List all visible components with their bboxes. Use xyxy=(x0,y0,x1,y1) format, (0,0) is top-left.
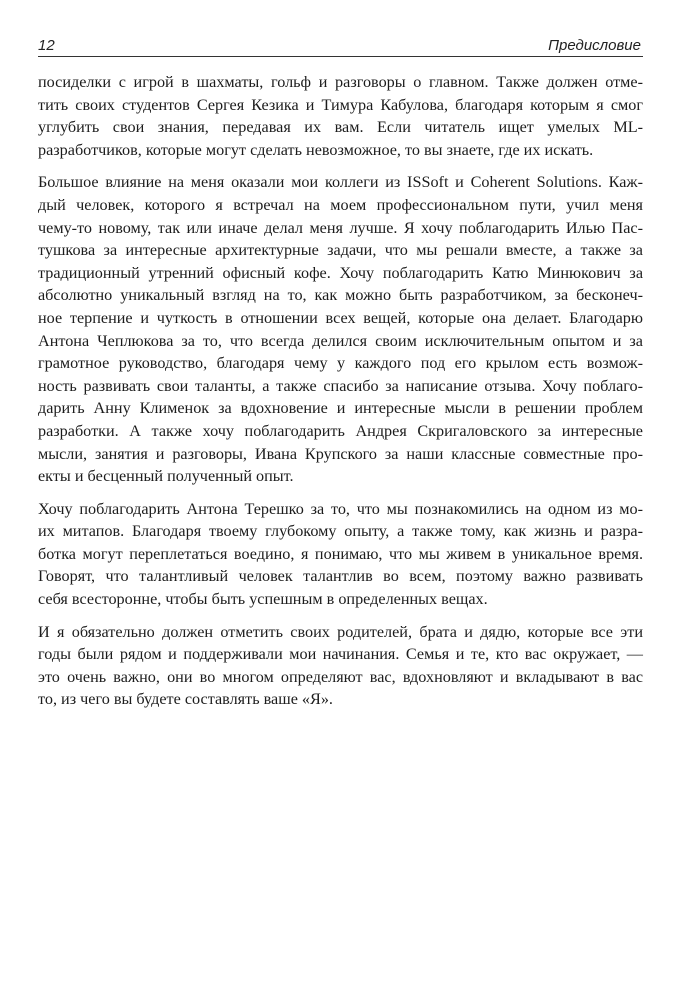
text-line: дарить Анну Клименок за вдохновение и интересные мысли в решении проблем xyxy=(38,399,643,418)
text-line: себя всесторонне, чтобы быть успешным в определенных вещах. xyxy=(38,590,488,609)
text-line: екты и бесценный полученный опыт. xyxy=(38,467,294,486)
text-line: тушкова за интересные архитектурные задачи, что мы решали вместе, а также за xyxy=(38,241,643,260)
text-line: Большое влияние на меня оказали мои коллеги из ISSoft и Coherent Solutions. Каж- xyxy=(38,173,643,192)
text-line: Хочу поблагодарить Антона Терешко за то, что мы познакомились на одном из мо- xyxy=(38,499,643,518)
text-line: разработчиков, которые могут сделать невозможное, то вы знаете, где их искать. xyxy=(38,140,594,159)
page-number: 12 xyxy=(38,37,55,54)
text-line: то, из чего вы будете составлять ваше «Я». xyxy=(38,690,333,709)
text-line: углубить свои знания, передавая их вам. Если читатель ищет умелых ML- xyxy=(38,118,643,137)
text-line: это очень важно, они во многом определяют вас, вдохновляют и вкладывают в вас xyxy=(38,667,643,686)
text-line: посиделки с игрой в шахматы, гольф и разговоры о главном. Также должен отме- xyxy=(38,73,643,91)
text-line: чему-то новому, так или иначе делал меня лучше. Я хочу поблагодарить Илью Пас- xyxy=(38,218,643,237)
body-text xyxy=(38,71,643,711)
text-line: годы были рядом и поддерживали мои начинания. Семья и те, кто вас окружает, — xyxy=(38,645,643,664)
text-line: грамотное руководство, благодаря чему у каждого под его крылом есть возмож- xyxy=(38,354,643,373)
text-line: И я обязательно должен отметить своих родителей, брата и дядю, которые все эти xyxy=(38,622,643,641)
section-title: Предисловие xyxy=(548,37,641,54)
paragraph xyxy=(38,71,643,161)
paragraph xyxy=(38,621,643,711)
paragraph xyxy=(38,498,643,611)
running-header xyxy=(38,34,643,57)
text-line: мысли, занятия и разговоры, Ивана Крупского за наши классные совместные про- xyxy=(38,444,643,463)
text-line: Говорят, что талантливый человек талантлив во всем, поэтому важно развивать xyxy=(38,567,643,586)
text-line: дый человек, которого я встречал на моем профессиональном пути, учил меня xyxy=(38,195,643,214)
text-line: разработки. А также хочу поблагодарить Андрея Скригаловского за интересные xyxy=(38,421,643,440)
text-line: Антона Чеплюкова за то, что всегда делился своим исключительным опытом и за xyxy=(38,331,643,350)
book-page xyxy=(38,34,643,721)
paragraph xyxy=(38,171,643,487)
text-line: ность развивать свои таланты, а также спасибо за написание отзыва. Хочу поблаго- xyxy=(38,376,643,395)
text-line: ное терпение и чуткость в отношении всех вещей, которые она делает. Благодарю xyxy=(38,308,643,327)
text-line: их митапов. Благодаря твоему глубокому опыту, а также тому, как жизнь и разра- xyxy=(38,522,643,541)
text-line: тить своих студентов Сергея Кезика и Тимура Кабулова, благодаря которым я смог xyxy=(38,95,643,114)
text-line: ботка могут переплетаться воедино, я понимаю, что мы живем в уникальное время. xyxy=(38,544,643,563)
text-line: традиционный утренний офисный кофе. Хочу поблагодарить Катю Минюкович за xyxy=(38,263,643,282)
text-line: абсолютно уникальный взгляд на то, как можно быть разработчиком, за бесконеч- xyxy=(38,286,643,305)
